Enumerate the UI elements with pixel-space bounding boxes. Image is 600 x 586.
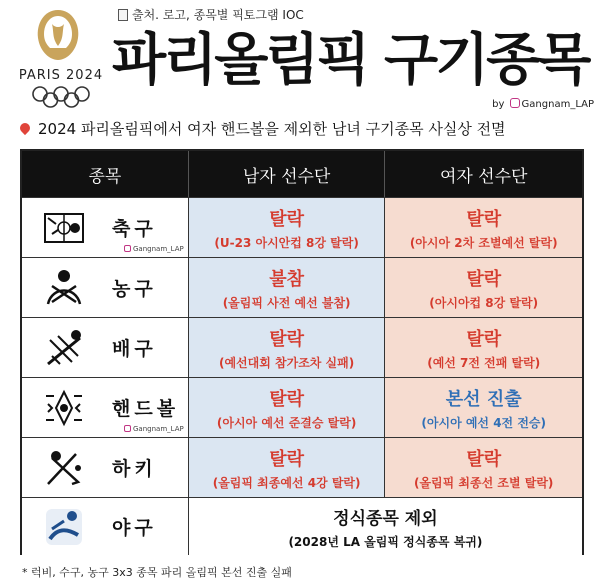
football-pictogram-icon [42, 206, 86, 250]
sport-name: 축구 [112, 218, 157, 240]
olympic-rings-icon [30, 86, 92, 108]
result-detail: (아시아컵 8강 탈락) [429, 295, 539, 310]
result-detail: (예선 7전 전패 탈락) [427, 355, 541, 370]
baseball-pictogram-icon [42, 505, 86, 549]
women-result-cell [385, 318, 582, 377]
merged-result-cell [189, 498, 582, 555]
header-men: 남자 선수단 [189, 151, 386, 197]
header-sport: 종목 [22, 151, 189, 197]
byline-prefix: by [492, 99, 505, 110]
result-detail: (올림픽 최종선 조별 탈락) [413, 475, 554, 490]
men-result-cell [189, 258, 386, 317]
result-detail: (2028년 LA 올림픽 정식종목 복귀) [288, 534, 483, 549]
document-icon [118, 9, 128, 21]
men-result-cell [189, 438, 386, 497]
table-row [22, 497, 582, 555]
result-label: 탈락 [269, 448, 304, 470]
sport-name: 배구 [112, 338, 157, 360]
sport-name: 하키 [112, 458, 157, 480]
result-detail: (예선대회 참가조차 실패) [218, 355, 355, 370]
paris-2024-emblem-icon [30, 6, 86, 64]
sport-cell [22, 378, 189, 437]
logo-text: PARIS 2024 [18, 68, 104, 83]
men-result-cell [189, 198, 386, 257]
table-row [22, 317, 582, 377]
result-label: 탈락 [269, 328, 304, 350]
watermark-tag [124, 245, 184, 253]
result-detail: (아시아 예선 준결승 탈락) [216, 415, 357, 430]
result-detail: (올림픽 사전 예선 불참) [222, 295, 351, 310]
result-detail: (아시아 예선 4전 전승) [421, 415, 546, 430]
men-result-cell [189, 318, 386, 377]
instagram-icon [124, 245, 131, 252]
handball-pictogram-icon [42, 386, 86, 430]
basketball-pictogram-icon [42, 266, 86, 310]
result-detail: (아시아 2차 조별예선 탈락) [409, 235, 558, 250]
page-title: 파리올림픽 구기종목 [112, 28, 589, 93]
result-label: 불참 [269, 268, 304, 290]
location-pin-icon [18, 121, 32, 135]
sport-cell [22, 438, 189, 497]
sport-cell [22, 258, 189, 317]
table-row [22, 437, 582, 497]
result-label: 본선 진출 [445, 388, 522, 410]
sport-cell [22, 318, 189, 377]
results-table [20, 149, 584, 555]
table-row [22, 197, 582, 257]
instagram-icon [510, 98, 520, 108]
table-header [22, 151, 582, 197]
result-label: 탈락 [269, 208, 304, 230]
footnote: * 럭비, 수구, 농구 3x3 종목 파리 올림픽 본선 진출 실패 [22, 566, 292, 579]
sport-name: 야구 [112, 517, 157, 539]
women-result-cell [385, 198, 582, 257]
byline [492, 98, 594, 110]
volleyball-pictogram-icon [42, 326, 86, 370]
result-label: 탈락 [466, 208, 502, 230]
instagram-icon [124, 425, 131, 432]
watermark-tag-text: Gangnam_LAP [133, 425, 184, 433]
paris-2024-logo [12, 6, 110, 106]
subtitle [20, 118, 506, 139]
men-result-cell [189, 378, 386, 437]
source-note-text: 출처. 로고, 종목별 픽토그램 IOC [132, 8, 304, 22]
hockey-pictogram-icon [42, 446, 86, 490]
table-row [22, 377, 582, 437]
women-result-cell [385, 378, 582, 437]
women-result-cell [385, 438, 582, 497]
watermark-tag-text: Gangnam_LAP [133, 245, 184, 253]
women-result-cell [385, 258, 582, 317]
result-label: 탈락 [269, 388, 304, 410]
result-label: 탈락 [466, 328, 502, 350]
sport-cell [22, 198, 189, 257]
result-label: 탈락 [466, 268, 502, 290]
table-row [22, 257, 582, 317]
result-label: 탈락 [466, 448, 502, 470]
sport-name: 핸드볼 [112, 398, 180, 420]
watermark-tag [124, 425, 184, 433]
sport-cell [22, 498, 189, 555]
subtitle-text: 2024 파리올림픽에서 여자 핸드볼을 제외한 남녀 구기종목 사실상 전멸 [38, 120, 506, 138]
result-label: 정식종목 제외 [333, 508, 438, 529]
header-women: 여자 선수단 [439, 166, 528, 187]
source-note [118, 6, 304, 23]
result-detail: (올림픽 최종예선 4강 탈락) [212, 475, 361, 490]
result-detail: (U-23 아시안컵 8강 탈락) [214, 235, 359, 250]
sport-name: 농구 [112, 278, 157, 300]
byline-handle: Gangnam_LAP [521, 99, 594, 110]
